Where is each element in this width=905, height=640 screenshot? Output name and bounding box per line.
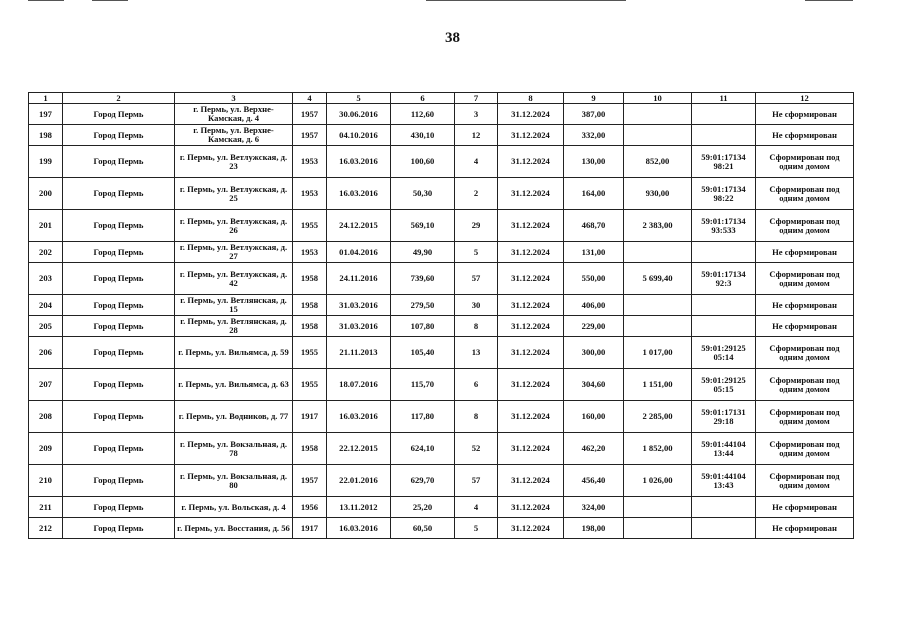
- cell-recognition-date: 16.03.2016: [327, 178, 391, 210]
- cell-row-number: 197: [29, 104, 63, 125]
- cell-land-plot-area: 5 699,40: [624, 263, 692, 295]
- cell-area-total: 387,00: [564, 104, 624, 125]
- cell-municipality: Город Пермь: [63, 465, 175, 497]
- cell-land-plot-area: [624, 242, 692, 263]
- cell-municipality: Город Пермь: [63, 295, 175, 316]
- cell-land-status: Сформирован под одним домом: [756, 401, 854, 433]
- cell-land-status: Сформирован под одним домом: [756, 337, 854, 369]
- column-header-3: 3: [175, 93, 293, 104]
- cell-area-total: 462,20: [564, 433, 624, 465]
- cell-cadastral-number: 59:01:29125 05:15: [692, 369, 756, 401]
- cell-residents-count: 12: [455, 125, 498, 146]
- cell-area-total: 456,40: [564, 465, 624, 497]
- cell-residents-count: 29: [455, 210, 498, 242]
- cell-build-year: 1953: [293, 146, 327, 178]
- cell-municipality: Город Пермь: [63, 146, 175, 178]
- scan-edge-line: [92, 0, 128, 1]
- cell-municipality: Город Пермь: [63, 104, 175, 125]
- column-header-6: 6: [391, 93, 455, 104]
- cell-address: г. Пермь, ул. Ветлужская, д. 26: [175, 210, 293, 242]
- cell-land-status: Сформирован под одним домом: [756, 263, 854, 295]
- cell-cadastral-number: [692, 104, 756, 125]
- cell-address: г. Пермь, ул. Вокзальная, д. 80: [175, 465, 293, 497]
- table-row: [29, 104, 854, 125]
- cell-residents-count: 57: [455, 465, 498, 497]
- cell-recognition-date: 21.11.2013: [327, 337, 391, 369]
- cell-floor-area: 100,60: [391, 146, 455, 178]
- cell-build-year: 1956: [293, 497, 327, 518]
- column-header-11: 11: [692, 93, 756, 104]
- cell-recognition-date: 13.11.2012: [327, 497, 391, 518]
- cell-row-number: 206: [29, 337, 63, 369]
- cell-build-year: 1957: [293, 104, 327, 125]
- cell-recognition-date: 04.10.2016: [327, 125, 391, 146]
- table-row: [29, 146, 854, 178]
- table-row: [29, 178, 854, 210]
- cell-build-year: 1953: [293, 242, 327, 263]
- cell-land-plot-area: [624, 295, 692, 316]
- cell-relocation-deadline: 31.12.2024: [498, 518, 564, 539]
- column-header-8: 8: [498, 93, 564, 104]
- cell-row-number: 201: [29, 210, 63, 242]
- column-header-1: 1: [29, 93, 63, 104]
- cell-floor-area: 117,80: [391, 401, 455, 433]
- column-header-9: 9: [564, 93, 624, 104]
- cell-floor-area: 629,70: [391, 465, 455, 497]
- cell-municipality: Город Пермь: [63, 497, 175, 518]
- cell-row-number: 207: [29, 369, 63, 401]
- cell-recognition-date: 16.03.2016: [327, 146, 391, 178]
- cell-municipality: Город Пермь: [63, 401, 175, 433]
- cell-recognition-date: 31.03.2016: [327, 316, 391, 337]
- cell-municipality: Город Пермь: [63, 337, 175, 369]
- cell-relocation-deadline: 31.12.2024: [498, 125, 564, 146]
- cell-cadastral-number: 59:01:17134 98:22: [692, 178, 756, 210]
- cell-floor-area: 50,30: [391, 178, 455, 210]
- cell-row-number: 211: [29, 497, 63, 518]
- cell-area-total: 324,00: [564, 497, 624, 518]
- cell-cadastral-number: 59:01:44104 13:43: [692, 465, 756, 497]
- cell-municipality: Город Пермь: [63, 518, 175, 539]
- cell-row-number: 212: [29, 518, 63, 539]
- cell-row-number: 204: [29, 295, 63, 316]
- cell-cadastral-number: [692, 316, 756, 337]
- cell-municipality: Город Пермь: [63, 178, 175, 210]
- cell-build-year: 1953: [293, 178, 327, 210]
- column-header-7: 7: [455, 93, 498, 104]
- cell-residents-count: 52: [455, 433, 498, 465]
- cell-land-status: Сформирован под одним домом: [756, 210, 854, 242]
- cell-land-status: Не сформирован: [756, 104, 854, 125]
- cell-cadastral-number: [692, 295, 756, 316]
- cell-relocation-deadline: 31.12.2024: [498, 433, 564, 465]
- cell-row-number: 205: [29, 316, 63, 337]
- cell-build-year: 1955: [293, 210, 327, 242]
- table-body: [29, 104, 854, 539]
- cell-land-plot-area: 852,00: [624, 146, 692, 178]
- cell-land-status: Не сформирован: [756, 125, 854, 146]
- cell-municipality: Город Пермь: [63, 210, 175, 242]
- page-number: 38: [445, 30, 460, 46]
- cell-area-total: 332,00: [564, 125, 624, 146]
- cell-municipality: Город Пермь: [63, 433, 175, 465]
- cell-relocation-deadline: 31.12.2024: [498, 146, 564, 178]
- cell-build-year: 1958: [293, 295, 327, 316]
- cell-land-plot-area: 930,00: [624, 178, 692, 210]
- cell-area-total: 130,00: [564, 146, 624, 178]
- cell-municipality: Город Пермь: [63, 369, 175, 401]
- cell-row-number: 208: [29, 401, 63, 433]
- table-row: [29, 433, 854, 465]
- cell-land-status: Не сформирован: [756, 518, 854, 539]
- cell-area-total: 131,00: [564, 242, 624, 263]
- table-row: [29, 242, 854, 263]
- column-header-12: 12: [756, 93, 854, 104]
- cell-address: г. Пермь, ул. Вильямса, д. 63: [175, 369, 293, 401]
- cell-land-plot-area: 1 026,00: [624, 465, 692, 497]
- cell-build-year: 1917: [293, 401, 327, 433]
- cell-relocation-deadline: 31.12.2024: [498, 295, 564, 316]
- cell-build-year: 1957: [293, 125, 327, 146]
- cell-land-plot-area: [624, 518, 692, 539]
- cell-recognition-date: 22.01.2016: [327, 465, 391, 497]
- table-row: [29, 401, 854, 433]
- cell-land-plot-area: 2 383,00: [624, 210, 692, 242]
- cell-address: г. Пермь, ул. Ветлужская, д. 23: [175, 146, 293, 178]
- table-row: [29, 465, 854, 497]
- cell-build-year: 1958: [293, 263, 327, 295]
- cell-land-status: Не сформирован: [756, 242, 854, 263]
- cell-land-plot-area: 2 285,00: [624, 401, 692, 433]
- cell-land-plot-area: [624, 104, 692, 125]
- cell-land-status: Сформирован под одним домом: [756, 433, 854, 465]
- cell-floor-area: 115,70: [391, 369, 455, 401]
- table-row: [29, 497, 854, 518]
- cell-address: г. Пермь, ул. Ветлянская, д. 15: [175, 295, 293, 316]
- cell-cadastral-number: 59:01:17134 98:21: [692, 146, 756, 178]
- cell-recognition-date: 31.03.2016: [327, 295, 391, 316]
- cell-area-total: 164,00: [564, 178, 624, 210]
- table-row: [29, 337, 854, 369]
- cell-land-status: Сформирован под одним домом: [756, 178, 854, 210]
- cell-floor-area: 279,50: [391, 295, 455, 316]
- cell-floor-area: 105,40: [391, 337, 455, 369]
- cell-address: г. Пермь, ул. Ветлужская, д. 25: [175, 178, 293, 210]
- cell-relocation-deadline: 31.12.2024: [498, 210, 564, 242]
- cell-build-year: 1955: [293, 369, 327, 401]
- table-row: [29, 263, 854, 295]
- table-row: [29, 518, 854, 539]
- cell-residents-count: 8: [455, 401, 498, 433]
- cell-relocation-deadline: 31.12.2024: [498, 316, 564, 337]
- cell-land-plot-area: [624, 316, 692, 337]
- cell-floor-area: 430,10: [391, 125, 455, 146]
- cell-build-year: 1958: [293, 316, 327, 337]
- cell-floor-area: 60,50: [391, 518, 455, 539]
- cell-floor-area: 49,90: [391, 242, 455, 263]
- cell-recognition-date: 30.06.2016: [327, 104, 391, 125]
- cell-recognition-date: 16.03.2016: [327, 518, 391, 539]
- cell-cadastral-number: 59:01:17134 92:3: [692, 263, 756, 295]
- cell-floor-area: 107,80: [391, 316, 455, 337]
- cell-address: г. Пермь, ул. Вильямса, д. 59: [175, 337, 293, 369]
- cell-address: г. Пермь, ул. Восстания, д. 56: [175, 518, 293, 539]
- cell-cadastral-number: 59:01:17134 93:533: [692, 210, 756, 242]
- cell-relocation-deadline: 31.12.2024: [498, 178, 564, 210]
- cell-cadastral-number: [692, 497, 756, 518]
- cell-row-number: 203: [29, 263, 63, 295]
- cell-area-total: 160,00: [564, 401, 624, 433]
- cell-row-number: 199: [29, 146, 63, 178]
- cell-floor-area: 112,60: [391, 104, 455, 125]
- cell-address: г. Пермь, ул. Ветлужская, д. 42: [175, 263, 293, 295]
- table-row: [29, 210, 854, 242]
- cell-municipality: Город Пермь: [63, 263, 175, 295]
- cell-cadastral-number: 59:01:17131 29:18: [692, 401, 756, 433]
- cell-land-plot-area: [624, 125, 692, 146]
- cell-relocation-deadline: 31.12.2024: [498, 465, 564, 497]
- cell-address: г. Пермь, ул. Верхне-Камская, д. 4: [175, 104, 293, 125]
- cell-relocation-deadline: 31.12.2024: [498, 242, 564, 263]
- cell-residents-count: 13: [455, 337, 498, 369]
- column-number-header: [29, 93, 854, 104]
- cell-land-status: Сформирован под одним домом: [756, 146, 854, 178]
- cell-area-total: 304,60: [564, 369, 624, 401]
- cell-area-total: 468,70: [564, 210, 624, 242]
- column-header-4: 4: [293, 93, 327, 104]
- cell-recognition-date: 22.12.2015: [327, 433, 391, 465]
- cell-row-number: 198: [29, 125, 63, 146]
- table-row: [29, 295, 854, 316]
- cell-residents-count: 4: [455, 146, 498, 178]
- housing-registry-table: [28, 92, 854, 539]
- column-header-2: 2: [63, 93, 175, 104]
- cell-cadastral-number: [692, 242, 756, 263]
- cell-land-plot-area: 1 852,00: [624, 433, 692, 465]
- table-row: [29, 316, 854, 337]
- cell-row-number: 209: [29, 433, 63, 465]
- cell-land-plot-area: [624, 497, 692, 518]
- cell-cadastral-number: 59:01:29125 05:14: [692, 337, 756, 369]
- cell-land-status: Не сформирован: [756, 295, 854, 316]
- cell-land-plot-area: 1 017,00: [624, 337, 692, 369]
- cell-address: г. Пермь, ул. Вокзальная, д. 78: [175, 433, 293, 465]
- cell-build-year: 1955: [293, 337, 327, 369]
- column-header-5: 5: [327, 93, 391, 104]
- cell-relocation-deadline: 31.12.2024: [498, 337, 564, 369]
- cell-residents-count: 5: [455, 518, 498, 539]
- cell-residents-count: 5: [455, 242, 498, 263]
- cell-land-status: Не сформирован: [756, 497, 854, 518]
- cell-area-total: 406,00: [564, 295, 624, 316]
- cell-residents-count: 4: [455, 497, 498, 518]
- cell-residents-count: 30: [455, 295, 498, 316]
- scan-edge-line: [426, 0, 626, 1]
- cell-recognition-date: 24.12.2015: [327, 210, 391, 242]
- cell-relocation-deadline: 31.12.2024: [498, 497, 564, 518]
- cell-cadastral-number: [692, 518, 756, 539]
- scan-edge-line: [28, 0, 64, 1]
- cell-residents-count: 6: [455, 369, 498, 401]
- cell-floor-area: 569,10: [391, 210, 455, 242]
- cell-area-total: 550,00: [564, 263, 624, 295]
- cell-relocation-deadline: 31.12.2024: [498, 104, 564, 125]
- cell-residents-count: 8: [455, 316, 498, 337]
- cell-land-status: Сформирован под одним домом: [756, 369, 854, 401]
- cell-floor-area: 25,20: [391, 497, 455, 518]
- cell-relocation-deadline: 31.12.2024: [498, 263, 564, 295]
- cell-residents-count: 57: [455, 263, 498, 295]
- cell-recognition-date: 24.11.2016: [327, 263, 391, 295]
- scan-edge-line: [805, 0, 853, 1]
- cell-floor-area: 624,10: [391, 433, 455, 465]
- cell-municipality: Город Пермь: [63, 125, 175, 146]
- cell-land-plot-area: 1 151,00: [624, 369, 692, 401]
- cell-recognition-date: 18.07.2016: [327, 369, 391, 401]
- cell-area-total: 300,00: [564, 337, 624, 369]
- cell-cadastral-number: 59:01:44104 13:44: [692, 433, 756, 465]
- cell-build-year: 1917: [293, 518, 327, 539]
- cell-municipality: Город Пермь: [63, 242, 175, 263]
- cell-build-year: 1958: [293, 433, 327, 465]
- table-row: [29, 125, 854, 146]
- cell-cadastral-number: [692, 125, 756, 146]
- cell-relocation-deadline: 31.12.2024: [498, 401, 564, 433]
- cell-residents-count: 2: [455, 178, 498, 210]
- cell-address: г. Пермь, ул. Вольская, д. 4: [175, 497, 293, 518]
- cell-address: г. Пермь, ул. Водников, д. 77: [175, 401, 293, 433]
- cell-recognition-date: 16.03.2016: [327, 401, 391, 433]
- cell-build-year: 1957: [293, 465, 327, 497]
- cell-address: г. Пермь, ул. Ветлужская, д. 27: [175, 242, 293, 263]
- column-header-10: 10: [624, 93, 692, 104]
- cell-area-total: 229,00: [564, 316, 624, 337]
- cell-row-number: 210: [29, 465, 63, 497]
- cell-land-status: Не сформирован: [756, 316, 854, 337]
- cell-address: г. Пермь, ул. Ветлянская, д. 28: [175, 316, 293, 337]
- cell-municipality: Город Пермь: [63, 316, 175, 337]
- cell-relocation-deadline: 31.12.2024: [498, 369, 564, 401]
- cell-land-status: Сформирован под одним домом: [756, 465, 854, 497]
- cell-floor-area: 739,60: [391, 263, 455, 295]
- cell-area-total: 198,00: [564, 518, 624, 539]
- cell-row-number: 202: [29, 242, 63, 263]
- cell-residents-count: 3: [455, 104, 498, 125]
- cell-row-number: 200: [29, 178, 63, 210]
- table-row: [29, 369, 854, 401]
- cell-recognition-date: 01.04.2016: [327, 242, 391, 263]
- cell-address: г. Пермь, ул. Верхне-Камская, д. 6: [175, 125, 293, 146]
